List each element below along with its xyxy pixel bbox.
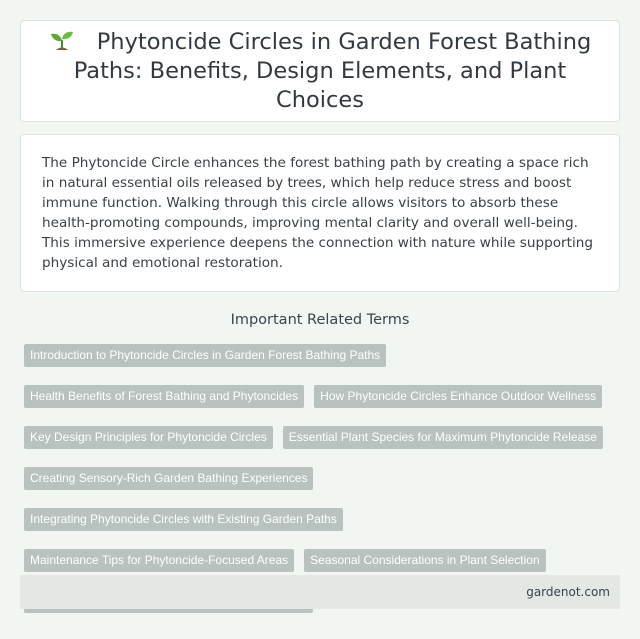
related-terms-heading: Important Related Terms (230, 312, 410, 328)
description-card (20, 134, 620, 292)
related-term-tag[interactable]: Integrating Phytoncide Circles with Existing Garden Paths (24, 508, 343, 531)
related-term-tag[interactable]: Essential Plant Species for Maximum Phytoncide Release (283, 426, 603, 449)
related-term-tag[interactable]: Seasonal Considerations in Plant Selection (304, 549, 545, 572)
description-text: The Phytoncide Circle enhances the forest bathing path by creating a space rich in natural essential oils released by trees, which help reduce stress and boost immune function. Walking through this circle allows visitors to absorb these health-promoting compounds, improving mental clarity and overall well-being. This immersive experience deepens the connection with nature while supporting physical and emotional restoration. (42, 155, 593, 271)
seedling-icon (49, 29, 75, 51)
related-term-tag[interactable]: Maintenance Tips for Phytoncide-Focused Areas (24, 549, 294, 572)
page-title (35, 28, 605, 115)
related-term-tag[interactable]: Introduction to Phytoncide Circles in Garden Forest Bathing Paths (24, 344, 386, 367)
footer (20, 575, 620, 609)
footer-site-link[interactable]: gardenot.com (526, 585, 610, 599)
related-term-tag[interactable]: Health Benefits of Forest Bathing and Phytoncides (24, 385, 304, 408)
related-term-tag[interactable]: How Phytoncide Circles Enhance Outdoor Wellness (314, 385, 602, 408)
related-term-tag[interactable]: Creating Sensory-Rich Garden Bathing Experiences (24, 467, 313, 490)
related-terms-list (24, 344, 624, 613)
related-term-tag[interactable]: Key Design Principles for Phytoncide Circles (24, 426, 273, 449)
page-title-text: Phytoncide Circles in Garden Forest Bathing Paths: Benefits, Design Elements, and Plant Choices (73, 28, 592, 113)
title-card (20, 20, 620, 122)
